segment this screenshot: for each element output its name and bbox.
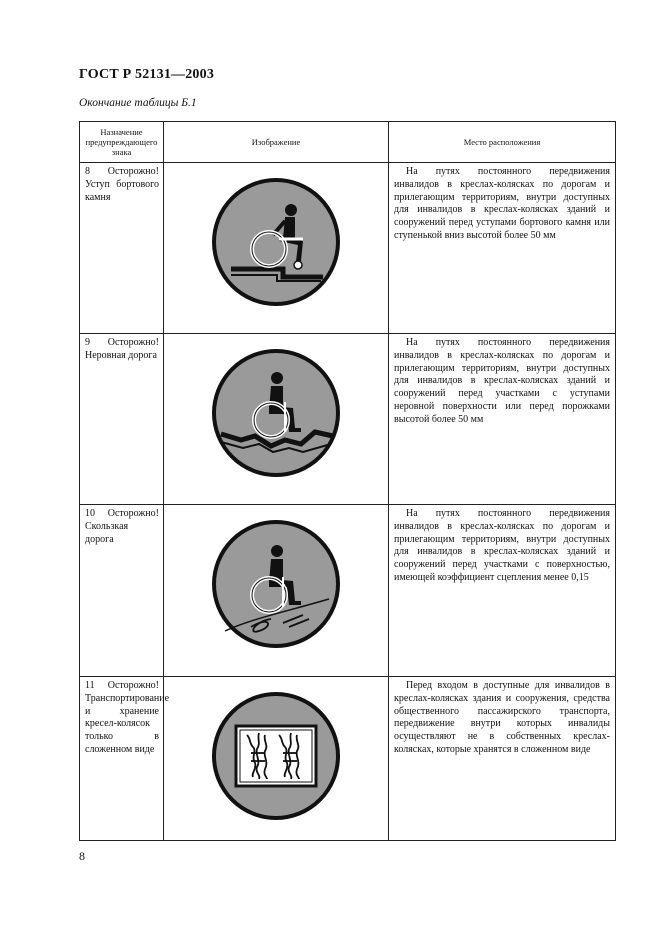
image-cell <box>164 505 389 677</box>
sign-purpose: 10 Осторожно! Скользкая дорога <box>85 508 159 545</box>
sign-location: На путях постоянного передвижения инвалидов в креслах-колясках по дорогам и прилегающим территориям, внутри доступных для инвалидов в креслах-колясках зданий и сооружений перед участками с поверхностью, имеющей коэффициент сцепления менее 0,15 <box>394 508 610 583</box>
purpose-cell <box>80 677 170 841</box>
sign-purpose: 8 Осторожно! Уступ бортового камня <box>85 166 159 203</box>
location-cell <box>389 163 616 334</box>
sign-location: На путях постоянного передвижения инвалидов в креслах-колясках по дорогам и прилегающим территориям, внутри доступных для инвалидов в креслах-колясках зданий и сооружений перед уступами бортового камня или ступенькой вниз высотой более 50 мм <box>394 166 610 241</box>
header-image: Изображение <box>164 122 389 163</box>
table-row <box>80 677 616 841</box>
header-location: Место расположения <box>389 122 616 163</box>
table-header-row <box>80 122 616 163</box>
location-cell <box>389 677 616 841</box>
table-row <box>80 163 616 334</box>
wheelchair-curb-step-icon <box>211 177 341 307</box>
folded-wheelchairs-icon <box>211 691 341 821</box>
image-cell <box>164 677 389 841</box>
sign-location: На путях постоянного передвижения инвалидов в креслах-колясках по дорогам и прилегающим территориям, внутри доступных для инвалидов в креслах-колясках зданий и сооружений перед участками с уступами неровной поверхности или перед порожками высотой более 50 мм <box>394 337 610 425</box>
document-header: ГОСТ Р 52131—2003 <box>79 67 215 82</box>
wheelchair-uneven-road-icon <box>211 348 341 478</box>
table-caption: Окончание таблицы Б.1 <box>79 97 197 109</box>
header-purpose: Назначение предупреждающего знака <box>80 122 164 163</box>
page-number: 8 <box>79 849 85 863</box>
warning-signs-table <box>79 121 616 841</box>
sign-purpose: 11 Осторожно! Транспортирование и хранение кресел-колясок только в сложенном виде <box>85 680 170 755</box>
wheelchair-slippery-road-icon <box>211 519 341 649</box>
purpose-cell <box>80 334 164 505</box>
sign-purpose: 9 Осторожно! Неровная дорога <box>85 337 159 361</box>
table-row <box>80 505 616 677</box>
table-row <box>80 334 616 505</box>
sign-location: Перед входом в доступные для инвалидов в креслах-колясках здания и сооружения, средства общественного пассажирского транспорта, передвижение внутри которых инвалиды осуществляют не в собственных креслах-колясках, которые хранятся в сложенном виде <box>394 680 610 755</box>
purpose-cell <box>80 505 164 677</box>
location-cell <box>389 505 616 677</box>
image-cell <box>164 163 389 334</box>
location-cell <box>389 334 616 505</box>
image-cell <box>164 334 389 505</box>
purpose-cell <box>80 163 164 334</box>
